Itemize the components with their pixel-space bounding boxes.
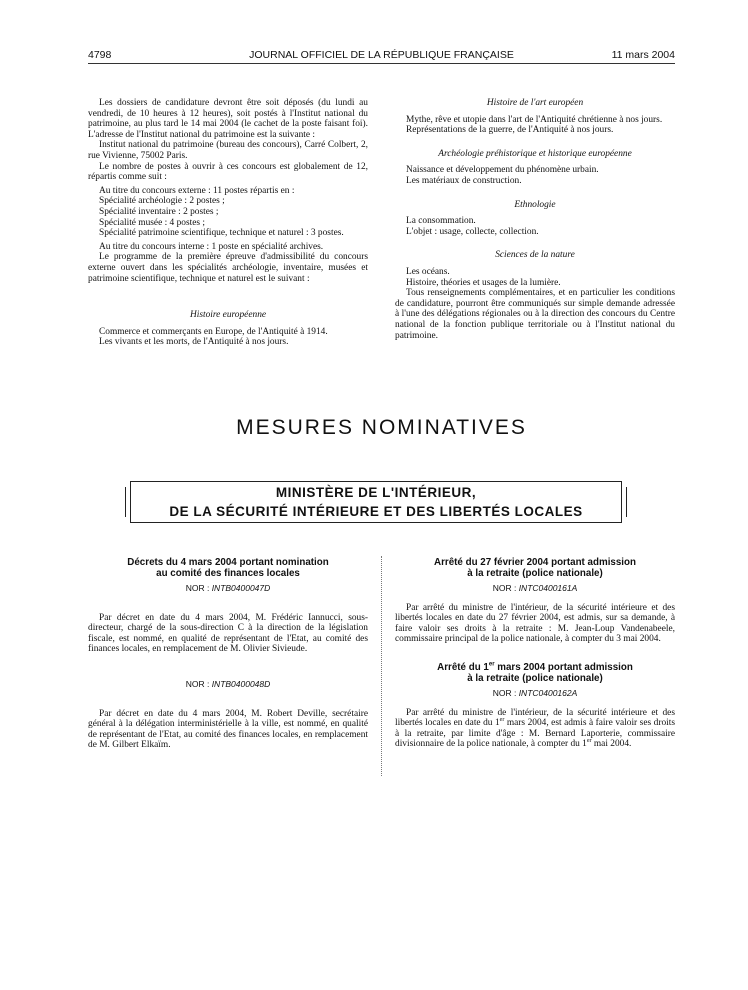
section-title: Sciences de la nature — [495, 250, 575, 261]
decree-left — [88, 557, 368, 751]
text-part: mai 2004. — [591, 739, 632, 750]
list-item: L'objet : usage, collecte, collection. — [406, 226, 539, 237]
page-number: 4798 — [88, 49, 112, 61]
header-rule — [88, 63, 675, 64]
left-column — [88, 98, 368, 348]
nor-reference — [88, 583, 368, 594]
paragraph: Les dossiers de candidature devront être soit déposés (du lundi au vendredi, de 10 heures à 12 heures), soit postés à l'Institut national du patrimoine, au plus tard le 14 mai 2004 (le cachet de la poste faisant foi). L'adresse de l'Institut national du patrimoine est la suivante : — [88, 98, 368, 140]
decree-text — [395, 708, 675, 750]
list-item: Représentations de la guerre, de l'Antiquité à nos jours. — [406, 125, 614, 136]
decree-title — [395, 557, 675, 579]
decree-title-line: Décrets du 4 mars 2004 portant nomination — [127, 557, 329, 568]
list-item: Spécialité archéologie : 2 postes ; — [99, 196, 225, 207]
nor-reference — [88, 679, 368, 690]
decree-right — [395, 557, 675, 750]
decree-title-line: à la retraite (police nationale) — [467, 568, 603, 579]
decree-title-line: Arrêté du 27 février 2004 portant admission — [434, 557, 636, 568]
paragraph: Au titre du concours externe : 11 postes répartis en : — [99, 185, 295, 196]
list-item: Naissance et développement du phénomène urbain. — [406, 165, 599, 176]
nor-reference — [395, 688, 675, 699]
nor-label: NOR : — [492, 583, 519, 593]
decree-text: Par décret en date du 4 mars 2004, M. Robert Deville, secrétaire général à la délégation interministérielle à la ville, est nommé, en qualité de représentant de l'Etat, au comité des finances locales, en remplacement de M. Gilbert Elkaïm. — [88, 708, 368, 751]
nor-reference — [395, 583, 675, 594]
section-title: Ethnologie — [514, 199, 556, 210]
ministry-line: MINISTÈRE DE L'INTÉRIEUR, — [275, 485, 477, 500]
list-item: Commerce et commerçants en Europe, de l'Antiquité à 1914. — [99, 326, 328, 337]
list-item: Spécialité musée : 4 postes ; — [99, 217, 205, 228]
nor-code: INTB0400048D — [211, 678, 271, 689]
section-title: Histoire de l'art européen — [486, 98, 584, 108]
section-heading: MESURES NOMINATIVES — [236, 416, 527, 439]
list-item: Les matériaux de construction. — [406, 175, 522, 186]
section-title: Archéologie préhistorique et historique européenne — [438, 148, 632, 159]
text-part: Par arrêté du ministre de l'intérieur, de la sécurité intérieure et des libertés locales en date du 1 — [395, 707, 675, 729]
superscript: er — [499, 717, 505, 724]
decree-title-part: mars 2004 portant admission — [494, 661, 633, 673]
nor-label: NOR : — [185, 583, 212, 593]
paragraph: Au titre du concours interne : 1 poste en spécialité archives. — [99, 241, 324, 252]
decree-title-line: au comité des finances locales — [156, 568, 300, 579]
decree-title-part: Arrêté du 1 — [437, 661, 489, 673]
page-header — [88, 49, 675, 63]
paragraph: Tous renseignements complémentaires, et en particulier les conditions de candidature, pourront être communiqués sur simple demande adressée à l'une des délégations régionales ou à la direction des concours du Centre national de la fonction publique territoriale ou à l'Institut national du patrimoine. — [395, 288, 675, 341]
nor-label: NOR : — [185, 678, 212, 689]
list-item: Histoire, théories et usages de la lumière. — [406, 277, 561, 288]
journal-title: JOURNAL OFFICIEL DE LA RÉPUBLIQUE FRANÇAISE — [249, 49, 514, 61]
paragraph: Le programme de la première épreuve d'admissibilité du concours externe ouvert dans les spécialités archéologie, inventaire, musées et patrimoine scientifique, technique et naturel est le suivant : — [88, 252, 368, 284]
issue-date: 11 mars 2004 — [611, 49, 675, 61]
list-item: Mythe, rêve et utopie dans l'art de l'Antiquité chrétienne à nos jours. — [406, 114, 663, 125]
right-column — [395, 98, 675, 341]
decree-title — [88, 557, 368, 579]
ministry-box — [130, 481, 622, 523]
superscript: er — [586, 738, 592, 745]
list-item: Spécialité inventaire : 2 postes ; — [99, 206, 219, 217]
paragraph: Institut national du patrimoine (bureau des concours), Carré Colbert, 2, rue Vivienne, 75002 Paris. — [88, 140, 368, 161]
nor-code: INTC0400162A — [518, 687, 578, 698]
section-title: Histoire européenne — [189, 310, 267, 321]
superscript: er — [488, 661, 495, 668]
nor-code: INTC0400161A — [518, 583, 578, 593]
nor-label: NOR : — [492, 687, 519, 698]
list-item: Les vivants et les morts, de l'Antiquité à nos jours. — [99, 337, 289, 348]
nor-code: INTB0400047D — [211, 583, 271, 593]
decree-text: Par arrêté du ministre de l'intérieur, de la sécurité intérieure et des libertés locales en date du 27 février 2004, est admis, sur sa demande, à faire valoir ses droits à la retraite : M. Jean-Loup Vandenabeele, commissaire principal de la police nationale, à compter du 3 mai 2004. — [395, 602, 675, 645]
list-item: La consommation. — [406, 216, 476, 227]
text-part: mars 2004, est admis à faire valoir ses droits à la retraite, par limite d'âge : M. Bernard Laporterie, commissaire divisionnaire de la police nationale, à compter du 1 — [395, 718, 676, 750]
list-item: Les océans. — [406, 266, 450, 277]
decree-text: Par décret en date du 4 mars 2004, M. Frédéric Iannucci, sous-directeur, chargé de la sous-direction C à la direction de la législation fiscale, est nommé, en qualité de représentant de l'Etat, au comité des finances locales, en remplacement de M. Olivier Sivieude. — [88, 612, 368, 655]
decree-title — [395, 662, 675, 684]
list-item: Spécialité patrimoine scientifique, technique et naturel : 3 postes. — [99, 228, 344, 239]
column-divider — [381, 556, 382, 776]
paragraph: Le nombre de postes à ouvrir à ces concours est globalement de 12, répartis comme suit : — [88, 161, 368, 183]
decree-title-line: à la retraite (police nationale) — [467, 672, 603, 684]
ministry-line: DE LA SÉCURITÉ INTÉRIEURE ET DES LIBERTÉS LOCALES — [169, 504, 583, 519]
